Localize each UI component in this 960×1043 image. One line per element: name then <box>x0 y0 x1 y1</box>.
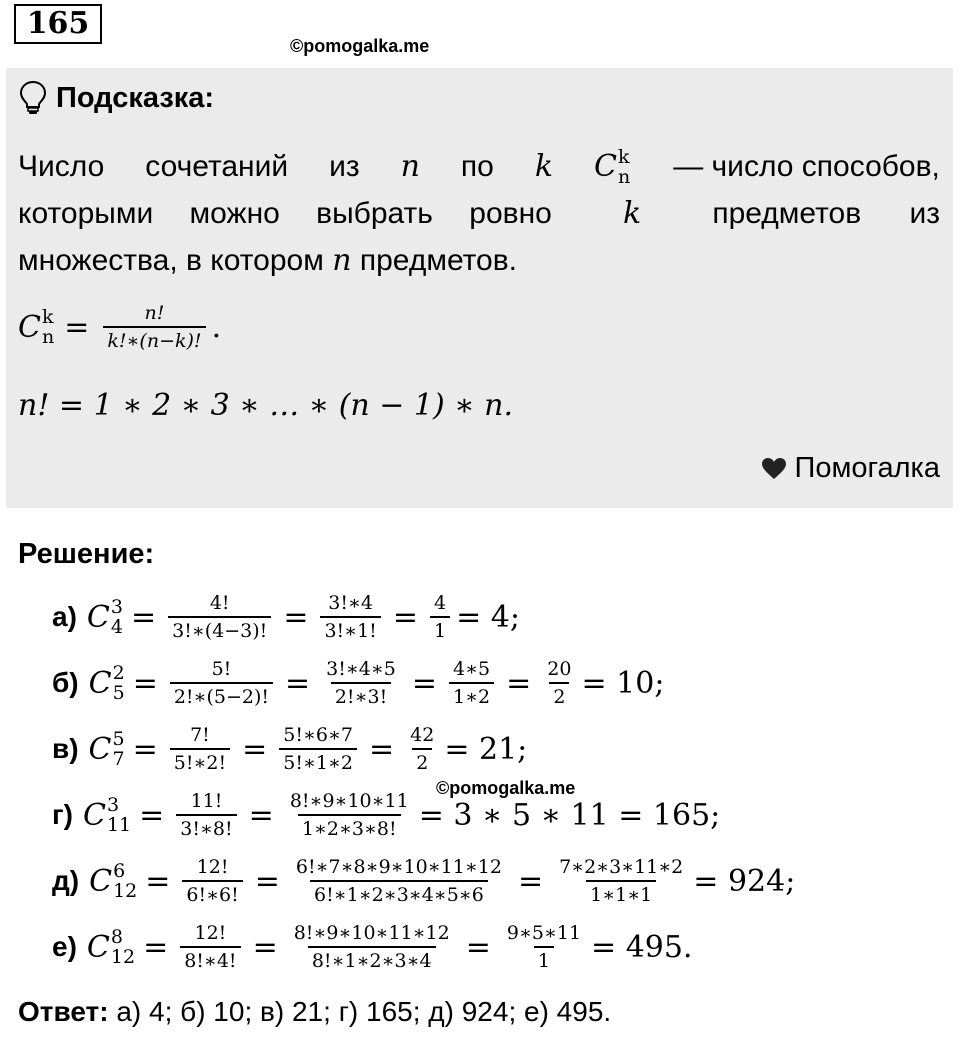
combination-symbol: C k n <box>18 306 55 348</box>
fraction: $\frac{4}{1}$ <box>430 592 450 642</box>
heart-icon <box>761 457 787 481</box>
fraction: $\frac{6!∗7∗8∗9∗10∗11∗12}{6!∗1∗2∗3∗4∗5∗6}$ <box>295 856 502 906</box>
solution-row <box>52 592 520 642</box>
fraction: $\frac{4!}{3!∗(4-3)!}$ <box>168 592 271 642</box>
problem-number: 165 <box>14 4 102 44</box>
fraction: $\frac{8!∗9∗10∗11∗12}{8!∗1∗2∗3∗4}$ <box>293 922 450 972</box>
row-label: е) <box>52 931 77 962</box>
text: предметов из <box>712 197 940 230</box>
hint-title-text: Подсказка: <box>56 81 215 114</box>
equals-sign: = <box>132 731 158 767</box>
fraction: $\frac{9∗5∗11}{1}$ <box>506 922 582 972</box>
hint-paragraph-line1 <box>18 143 940 190</box>
hint-box <box>6 68 953 508</box>
fraction: $\frac{42}{2}$ <box>410 724 435 774</box>
fraction: $\frac{12!}{8!∗4!}$ <box>180 922 240 972</box>
var-k: k <box>534 149 554 184</box>
fraction: $\frac{7∗2∗3∗11∗2}{1∗1∗1}$ <box>559 856 684 906</box>
formula-fraction: $\frac{n!}{k!∗(n-k)!}$ <box>103 302 205 352</box>
fraction: $\frac{20}{2}$ <box>547 658 572 708</box>
equals-sign: = <box>130 599 157 635</box>
combination-symbol: C k n <box>594 145 631 188</box>
equals-sign: = <box>132 665 158 701</box>
row-result: = 495. <box>591 929 693 965</box>
equals-sign: = <box>242 731 268 767</box>
equals-sign: = <box>392 599 418 635</box>
row-result: = 21; <box>444 731 528 767</box>
solution-row <box>52 856 795 906</box>
solution-row <box>52 922 693 972</box>
row-result: = 924; <box>693 863 796 899</box>
var-n: n <box>400 149 420 184</box>
fraction: $\frac{12!}{6!∗6!}$ <box>182 856 242 906</box>
hint-paragraph-line2 <box>18 190 940 237</box>
watermark: ©pomogalka.me <box>290 36 430 56</box>
fraction: $\frac{5!∗6∗7}{5!∗1∗2}$ <box>279 724 357 774</box>
equals-sign: = <box>369 731 395 767</box>
equals-sign: = <box>411 665 438 701</box>
text: предметов. <box>359 244 517 277</box>
word: — число способов, <box>673 150 940 183</box>
solution-row <box>52 724 527 774</box>
brand <box>761 452 940 485</box>
equals-sign: = <box>465 929 491 965</box>
answer-text: а) 4; б) 10; в) 21; г) 165; д) 924; е) 495. <box>116 996 612 1027</box>
fraction: $\frac{3!∗4∗5}{2!∗3!}$ <box>326 658 396 708</box>
row-label: д) <box>52 865 80 896</box>
combination-symbol: C 3 4 <box>86 596 123 638</box>
fraction: $\frac{7!}{5!∗2!}$ <box>170 724 230 774</box>
answer <box>18 996 611 1028</box>
equals-sign: = <box>517 863 544 899</box>
hint-title <box>18 80 214 116</box>
var-n: n <box>332 243 352 278</box>
row-result: = 10; <box>581 665 665 701</box>
brand-text: Помогалка <box>794 452 940 484</box>
row-result: = 4; <box>456 599 520 635</box>
word: из <box>329 150 360 183</box>
lightbulb-icon <box>18 80 48 116</box>
factorial-formula: n! = 1 ∗ 2 ∗ 3 ∗ … ∗ (n − 1) ∗ n. <box>18 388 514 423</box>
equals-sign: = <box>254 863 280 899</box>
equals-sign: = <box>506 665 532 701</box>
combination-symbol: C 5 7 <box>88 728 125 770</box>
fraction: $\frac{11!}{3!∗8!}$ <box>176 790 236 840</box>
solution-title: Решение: <box>18 538 155 570</box>
equals-sign: = <box>252 929 278 965</box>
row-label: б) <box>52 667 79 698</box>
row-label: в) <box>52 733 79 764</box>
fraction: $\frac{5!}{2!∗(5-2)!}$ <box>170 658 273 708</box>
combination-symbol: C 2 5 <box>88 662 125 704</box>
equals-sign: = <box>143 929 169 965</box>
fraction: $\frac{4∗5}{1∗2}$ <box>449 658 494 708</box>
equals-sign: = <box>285 665 311 701</box>
equals-sign: = <box>283 599 309 635</box>
text: множества, в котором <box>18 244 324 277</box>
hint-paragraph-line3 <box>18 237 940 284</box>
fraction: $\frac{3!∗4}{3!∗1!}$ <box>320 592 380 642</box>
equals-sign: = <box>139 797 165 833</box>
row-result: = 3 ∗ 5 ∗ 11 = 165; <box>418 797 721 833</box>
row-label: г) <box>52 799 73 830</box>
watermark: ©pomogalka.me <box>436 778 576 798</box>
var-k: k <box>622 196 642 231</box>
equals-sign: = <box>248 797 274 833</box>
solution-row <box>52 658 664 708</box>
combination-symbol: C 6 12 <box>89 860 138 902</box>
row-label: а) <box>52 601 77 632</box>
text: которыми можно выбрать ровно <box>18 197 552 230</box>
solution-row <box>52 790 720 840</box>
word: Число <box>18 150 105 183</box>
combination-formula: C k n = $\frac{n!}{k!∗(n-k)!}$ . <box>18 302 222 352</box>
word: по <box>460 150 494 183</box>
fraction: $\frac{8!∗9∗10∗11}{1∗2∗3∗8!}$ <box>289 790 409 840</box>
combination-symbol: C 3 11 <box>83 794 132 836</box>
equals-sign: = <box>145 863 171 899</box>
combination-symbol: C 8 12 <box>86 926 136 968</box>
answer-label: Ответ: <box>18 996 109 1027</box>
word: сочетаний <box>145 150 289 183</box>
